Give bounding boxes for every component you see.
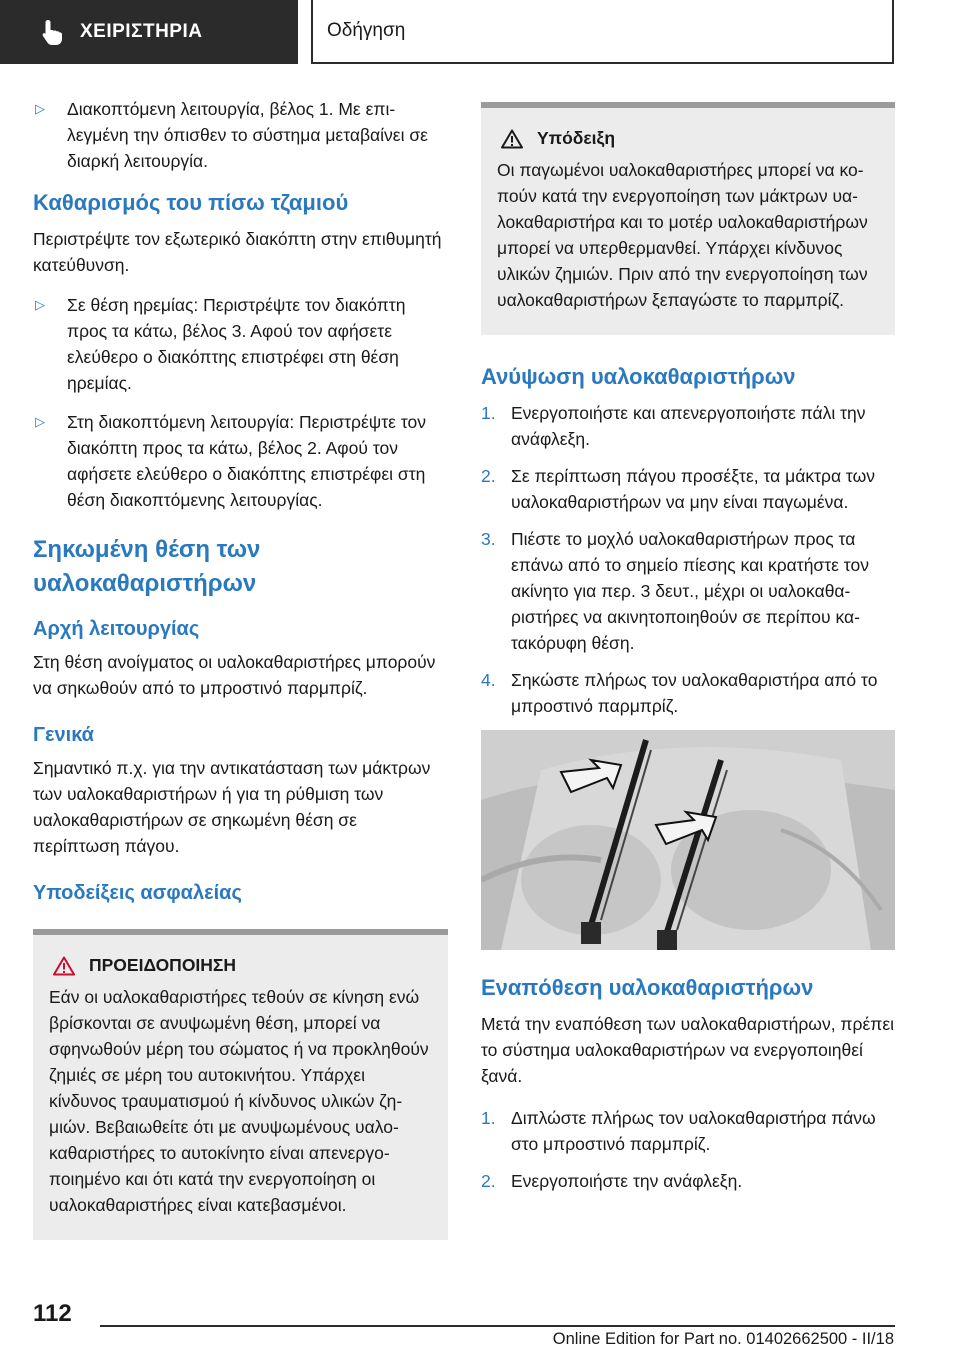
step-number: 1.	[481, 403, 496, 423]
step-text: Διπλώστε πλήρως τον υαλοκαθαριστήρα πάνω στο μπροστινό παρμπρίζ.	[511, 1108, 876, 1154]
step-item	[481, 400, 895, 452]
triangle-bullet-icon: ▷	[35, 101, 45, 116]
page-number: 112	[33, 1300, 72, 1327]
step-number: 3.	[481, 529, 496, 549]
step-text: Σε περίπτωση πάγου προσέξτε, τα μάκτρα των υαλοκαθαριστήρων να μην είναι παγωμένα.	[511, 466, 876, 512]
hint-text: Οι παγωμένοι υαλοκαθαριστήρες μπορεί να κοπούν κατά την ενεργοποίηση των μάκτρων υαλοκαθαριστήρα και το μοτέρ υαλοκαθαριστήρων μπορεί να υπερθερμανθεί. Υπάρχει κίνδυνος υλικών ζημιών. Πριν από την ενεργοποίηση των υαλοκαθαριστήρων ξεπαγώστε το παρμπρίζ.	[497, 160, 868, 310]
step-text: Σηκώστε πλήρως τον υαλοκαθαριστήρα από το μπροστινό παρμπρίζ.	[511, 670, 878, 716]
windshield-wiper-image	[481, 730, 895, 950]
step-number: 4.	[481, 670, 496, 690]
warning-box	[33, 929, 448, 1240]
step-item	[481, 463, 895, 515]
edition-text: Online Edition for Part no. 01402662500 - II/18	[552, 1330, 894, 1348]
step-item	[481, 1105, 895, 1157]
warning-title: ΠΡΟΕΙΔΟΠΟΙΗΣΗ	[89, 955, 237, 975]
hint-header	[497, 128, 879, 149]
footer-divider	[100, 1325, 895, 1327]
subheading-principle: Αρχή λειτουργίας	[33, 618, 200, 640]
step-text: Πιέστε το μοχλό υαλοκαθαριστήρων προς τα επάνω από το σημείο πίεσης και κρατήστε τον ακίνητο για περ. 3 δευτ., μέχρι οι υαλοκαθαριστήρες να ακινητοποιηθούν σε περίπου κατακόρυφη θέση.	[511, 529, 869, 653]
body-text: Στη θέση ανοίγματος οι υαλοκαθαριστήρες μπορούν να σηκωθούν από το μπροστινό παρμπρίζ.	[33, 652, 436, 698]
section-heading-raised-position: Σηκωμένη θέση των υαλοκαθαριστήρων	[33, 536, 261, 597]
body-text: Μετά την εναπόθεση των υαλοκαθαριστήρων, πρέπει το σύστημα υαλοκαθαριστήρων να ενεργοποιηθεί ξανά.	[481, 1014, 895, 1086]
step-item	[481, 667, 895, 719]
bullet-text: Στη διακοπτόμενη λειτουργία: Περιστρέψτε τον διακόπτη προς τα κάτω, βέλος 2. Αφού τον αφήσετε ελεύθερο ο διακόπτης επιστρέφει στη θέση διακοπτόμενης λειτουργίας.	[67, 412, 426, 510]
section-tab	[0, 0, 298, 64]
hint-box	[481, 102, 895, 335]
hand-pointer-icon	[40, 18, 66, 46]
step-number: 2.	[481, 466, 496, 486]
right-column	[481, 102, 895, 1205]
step-text: Ενεργοποιήστε και απενεργοποιήστε πάλι την ανάφλεξη.	[511, 403, 866, 449]
bullet-item	[33, 292, 448, 396]
section-label: ΧΕΙΡΙΣΤΗΡΙΑ	[80, 21, 203, 42]
wiper-illustration	[481, 730, 895, 950]
step-item	[481, 526, 895, 656]
left-column	[33, 96, 448, 1240]
bullet-item	[33, 409, 448, 513]
subheading-safety: Υποδείξεις ασφαλείας	[33, 882, 242, 904]
triangle-bullet-icon: ▷	[35, 297, 45, 312]
bullet-text: Διακοπτόμενη λειτουργία, βέλος 1. Με επιλεγμένη την όπισθεν το σύστημα μεταβαίνει σε διαρκή λειτουργία.	[67, 99, 428, 171]
step-item	[481, 1168, 895, 1194]
warning-text: Εάν οι υαλοκαθαριστήρες τεθούν σε κίνηση ενώ βρίσκονται σε ανυψωμένη θέση, μπορεί να σφηνωθούν μέρη του σώματος ή να προκληθούν ζημιές σε μέρη του αυτοκινήτου. Υπάρχει κίνδυνος τραυματισμού ή κίνδυνος υλικών ζημιών. Βεβαιωθείτε ότι με ανυψωμένους υαλοκαθαριστήρες το αυτοκίνητο είναι απενεργοποιημένο και ότι κατά την ενεργοποίηση οι υαλοκαθαριστήρες είναι κατεβασμένοι.	[49, 987, 429, 1215]
step-text: Ενεργοποιήστε την ανάφλεξη.	[511, 1171, 743, 1191]
bullet-text: Σε θέση ηρεμίας: Περιστρέψτε τον διακόπτη προς τα κάτω, βέλος 3. Αφού τον αφήσετε ελεύθερο ο διακόπτης επιστρέφει στη θέση ηρεμίας.	[67, 295, 406, 393]
body-text: Περιστρέψτε τον εξωτερικό διακόπτη στην επιθυμητή κατεύθυνση.	[33, 229, 442, 275]
warning-triangle-icon	[501, 129, 523, 149]
subsection-box	[311, 0, 894, 64]
bullet-item	[33, 96, 448, 174]
body-text: Σημαντικό π.χ. για την αντικατάσταση των μάκτρων των υαλοκαθαριστήρων ή για τη ρύθμιση των υαλοκαθαριστήρων σε σηκωμένη θέση σε περίπτωση πάγου.	[33, 758, 431, 856]
warning-triangle-icon	[53, 956, 75, 976]
step-number: 2.	[481, 1171, 496, 1191]
warning-header	[49, 955, 432, 976]
subheading-general: Γενικά	[33, 724, 94, 746]
section-heading-lower-wipers: Εναπόθεση υαλοκαθαριστήρων	[481, 975, 814, 1000]
section-heading-lift-wipers: Ανύψωση υαλοκαθαριστήρων	[481, 364, 796, 389]
section-heading-rear-window: Καθαρισμός του πίσω τζαμιού	[33, 190, 349, 215]
triangle-bullet-icon: ▷	[35, 414, 45, 429]
step-number: 1.	[481, 1108, 496, 1128]
hint-title: Υπόδειξη	[537, 128, 616, 148]
subsection-label: Οδήγηση	[327, 20, 406, 41]
